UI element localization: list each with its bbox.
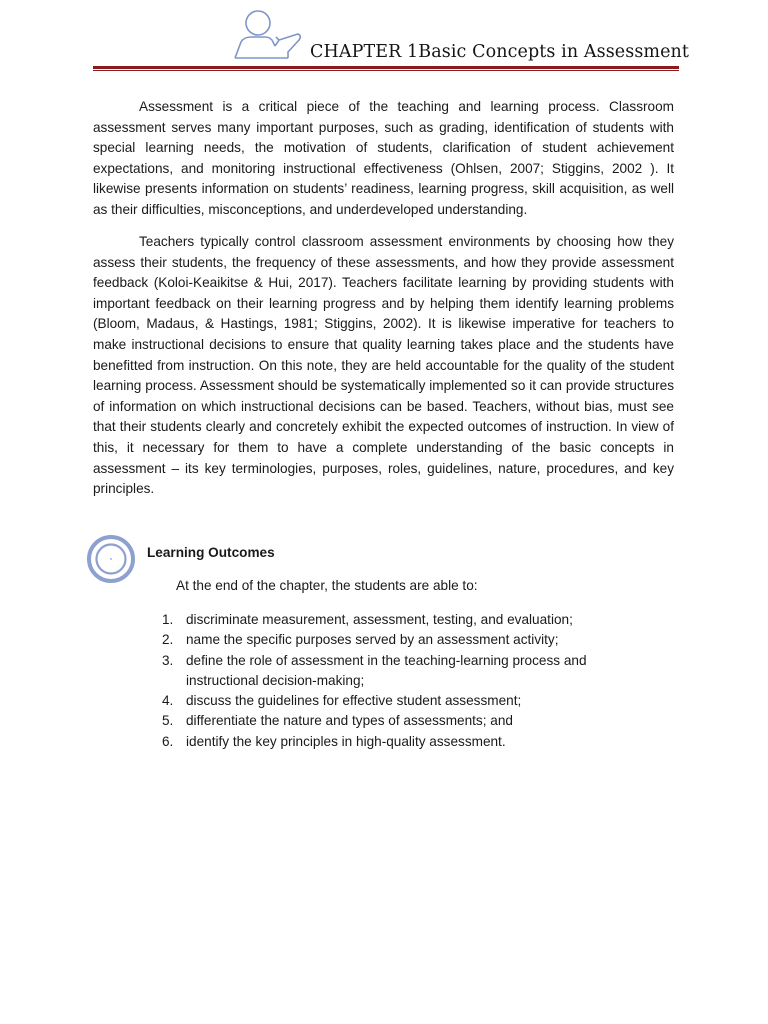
page-header bbox=[0, 0, 768, 75]
learning-outcomes-heading: Learning Outcomes bbox=[147, 545, 275, 560]
list-item-text: differentiate the nature and types of assessments; and bbox=[186, 713, 513, 729]
list-item-number: 1. bbox=[162, 612, 174, 627]
list-item-number: 4. bbox=[162, 693, 174, 709]
list-item-text: identify the key principles in high-quality assessment. bbox=[186, 733, 506, 749]
list-item-number: 3. bbox=[162, 652, 174, 668]
body-paragraph: Teachers typically control classroom assessment environments by choosing how they assess their students, the frequency of these assessments, and how they provide assessment feedback (Koloi-Keaikitse & Hui, 2017). Teachers facilitate learning by providing students with important feedback on their learning progress and by helping them identify learning problems (Bloom, Madaus, & Hastings, 1981; Stiggins, 2002). It is likewise imperative for teachers to make instructional decisions to ensure that quality learning takes place and the students have benefitted from instruction. On this note, they are held accountable for the quality of the student learning process. Assessment should be systematically implemented so it can provide structures of information on which instructional decisions can be based. Teachers, without bias, must see that their students clearly and concretely exhibit the expected outcomes of instruction. In view of this, it necessary for them to have a complete understanding of the basic concepts in assessment – its key terminologies, purposes, roles, guidelines, nature, procedures, and key principles. bbox=[93, 234, 674, 497]
list-item bbox=[155, 610, 635, 630]
target-circle-icon bbox=[86, 534, 136, 584]
list-item bbox=[155, 691, 635, 711]
teacher-at-podium-icon bbox=[232, 8, 304, 60]
chapter-title: CHAPTER 1Basic Concepts in Assessment bbox=[310, 42, 690, 62]
list-item-text: name the specific purposes served by an assessment activity; bbox=[186, 632, 559, 648]
list-item-number: 2. bbox=[162, 632, 174, 648]
header-rule-thin bbox=[93, 70, 679, 71]
list-item-number: 5. bbox=[162, 713, 174, 729]
list-item bbox=[155, 711, 635, 731]
list-item-number: 6. bbox=[162, 733, 174, 749]
list-item bbox=[155, 651, 635, 692]
list-item bbox=[155, 732, 635, 752]
list-item-text: discriminate measurement, assessment, testing, and evaluation; bbox=[186, 612, 573, 627]
header-rule bbox=[93, 66, 679, 69]
body-paragraph: Assessment is a critical piece of the teaching and learning process. Classroom assessment serves many important purposes, such as grading, identification of students with special learning needs, the motivation of students, clarification of student achievement expectations, and monitoring instructional effectiveness (Ohlsen, 2007; Stiggins, 2002 ). It likewise presents information on students’ readiness, learning progress, skill acquisition, as well as their difficulties, misconceptions, and underdeveloped understanding. bbox=[93, 99, 674, 217]
list-item bbox=[155, 630, 635, 650]
list-item-text: discuss the guidelines for effective student assessment; bbox=[186, 693, 522, 709]
learning-outcomes-list bbox=[155, 610, 635, 752]
list-item-text: define the role of assessment in the teaching-learning process and instructional decision-making; bbox=[186, 652, 587, 688]
learning-outcomes-intro: At the end of the chapter, the students are able to: bbox=[176, 578, 478, 593]
